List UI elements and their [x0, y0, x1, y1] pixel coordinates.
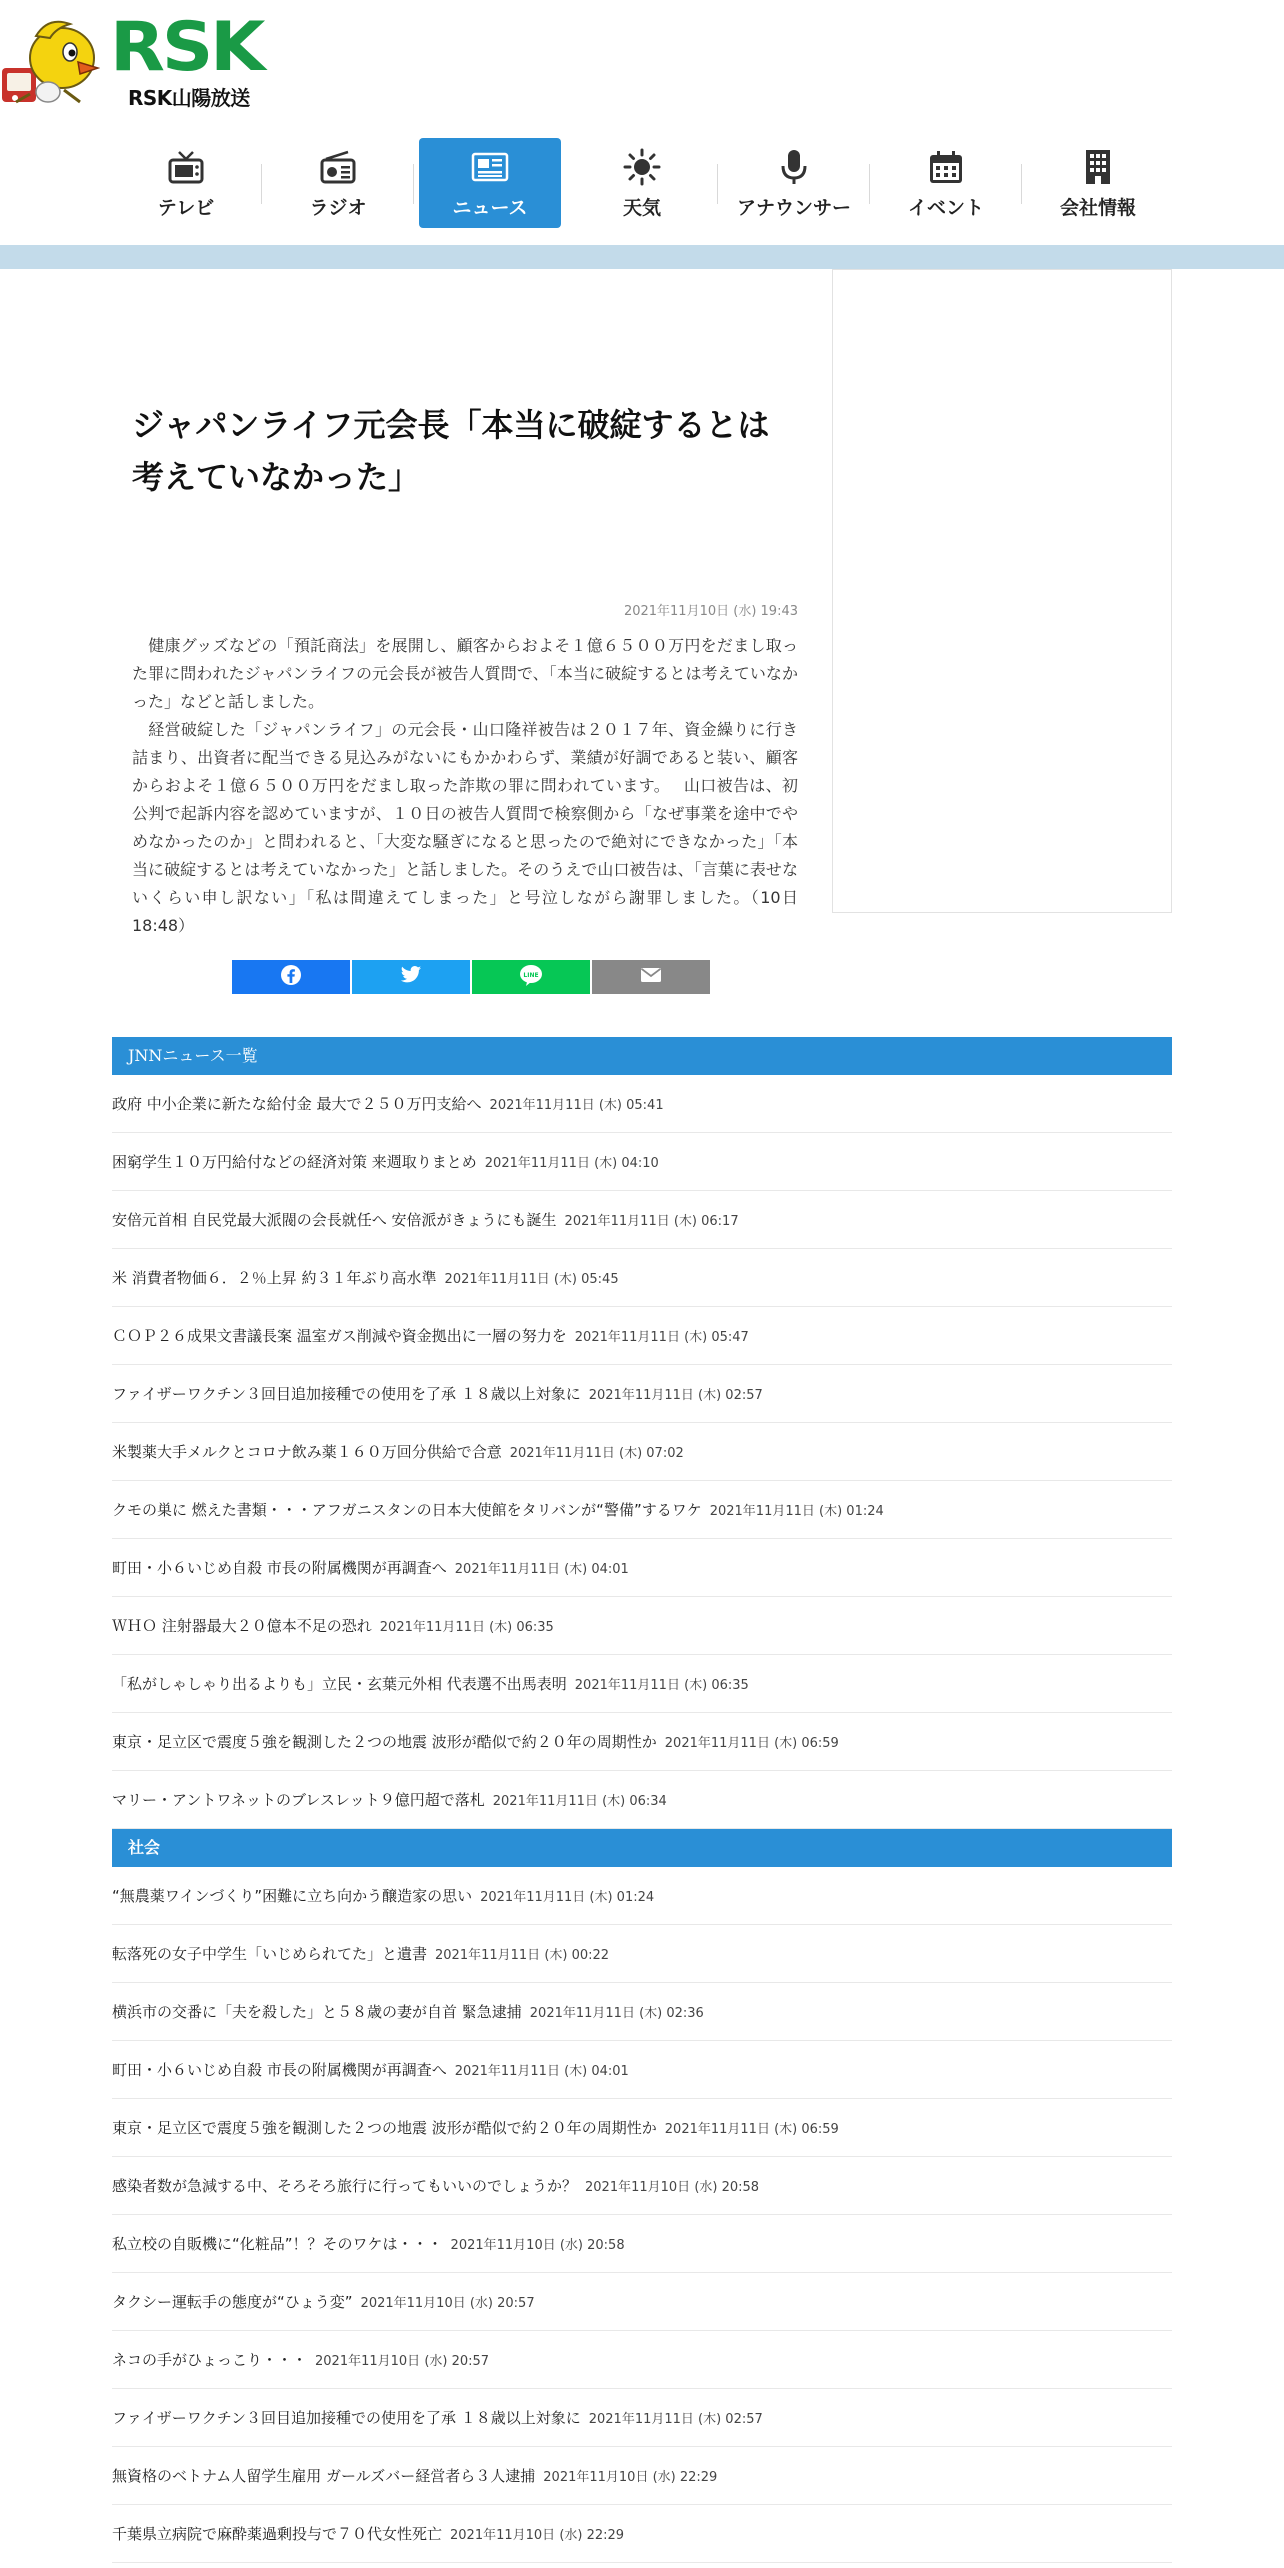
mail-share-button[interactable] [592, 960, 710, 994]
news-list-item[interactable] [112, 1597, 1172, 1655]
news-date: 2021年11月11日 (木) 04:01 [454, 2064, 629, 2079]
news-list-item[interactable] [112, 1365, 1172, 1423]
news-date: 2021年11月11日 (木) 06:35 [379, 1620, 554, 1635]
tv-icon [166, 147, 206, 187]
news-title-link[interactable]: 感染者数が急減する中、そろそろ旅行に行ってもいいのでしょうか？ [112, 2177, 578, 2195]
calendar-icon [926, 147, 966, 187]
news-title-link[interactable]: 政府 中小企業に新たな給付金 最大で２５０万円支給へ [112, 1095, 482, 1113]
logo-subtitle: RSK山陽放送 [128, 86, 250, 110]
rsk-logo[interactable] [110, 8, 275, 110]
news-title-link[interactable]: 東京・足立区で震度５強を観測した２つの地震 波形が酷似で約２０年の周期性か [112, 2119, 657, 2137]
news-title-link[interactable]: マリー・アントワネットのブレスレット９億円超で落札 [112, 1791, 485, 1809]
news-date: 2021年11月11日 (木) 06:34 [492, 1794, 667, 1809]
line-share-button[interactable] [472, 960, 590, 994]
header-band [0, 245, 1284, 269]
news-list-item[interactable] [112, 2157, 1172, 2215]
news-title-link[interactable]: クモの巣に 燃えた書類・・・アフガニスタンの日本大使館をタリバンが“警備”するワケ [112, 1501, 702, 1519]
twitter-icon [400, 965, 422, 989]
news-list-item[interactable] [112, 1771, 1172, 1829]
news-title-link[interactable]: 米製薬大手メルクとコロナ飲み薬１６０万回分供給で合意 [112, 1443, 502, 1461]
news-title-link[interactable]: 安倍元首相 自民党最大派閥の会長就任へ 安倍派がきょうにも誕生 [112, 1211, 557, 1229]
news-date: 2021年11月11日 (木) 02:57 [588, 1388, 763, 1403]
news-list-item[interactable] [112, 2273, 1172, 2331]
news-date: 2021年11月11日 (木) 07:02 [509, 1446, 684, 1461]
news-date: 2021年11月10日 (水) 20:57 [315, 2354, 490, 2369]
news-title-link[interactable]: ネコの手がひょっこり・・・ [112, 2351, 308, 2369]
jnn-news-section [112, 1037, 1172, 1829]
news-title-link[interactable]: 町田・小６いじめ自殺 市長の附属機関が再調査へ [112, 1559, 447, 1577]
section-header-society: 社会 [112, 1829, 1172, 1867]
news-list-item[interactable] [112, 1249, 1172, 1307]
building-icon [1078, 147, 1118, 187]
news-list-item[interactable] [112, 1133, 1172, 1191]
news-date: 2021年11月11日 (木) 00:22 [435, 1948, 610, 1963]
news-list-item[interactable] [112, 2331, 1172, 2389]
news-date: 2021年11月10日 (水) 20:58 [450, 2238, 625, 2253]
news-title-link[interactable]: ＷＨＯ 注射器最大２０億本不足の恐れ [112, 1617, 372, 1635]
sidebar-ad-slot [832, 269, 1172, 913]
news-date: 2021年11月11日 (木) 04:01 [454, 1562, 629, 1577]
news-title-link[interactable]: 転落死の女子中学生「いじめられてた」と遺書 [112, 1945, 428, 1963]
news-date: 2021年11月11日 (木) 06:59 [664, 1736, 839, 1751]
section-header-jnn: JNNニュース一覧 [112, 1037, 1172, 1075]
nav-item-weather[interactable] [566, 138, 718, 228]
article-title: ジャパンライフ元会長「本当に破綻するとは考えていなかった」 [132, 406, 770, 496]
share-buttons [232, 960, 710, 994]
nav-item-event[interactable] [870, 138, 1022, 228]
article-paragraph: 経営破綻した「ジャパンライフ」の元会長・山口隆祥被告は２０１７年、資金繰りに行き詰まり、出資者に配当できる見込みがないにもかかわらず、業績が好調であると装い、顧客からおよそ１億６５００万円をだまし取った詐欺の罪に問われています。 山口被告は、初公判で起訴内容を認めていますが、１０日の被告人質問で検察側から「なぜ事業を途中でやめなかったのか」と問われると、「大変な騒ぎになると思ったので絶対にできなかった」「本当に破綻するとは考えていなかった」と話しました。そのうえで山口被告は、「言葉に表せないくらい申し訳ない」「私は間違えてしまった」と号泣しながら謝罪しました。（10日18:48） [132, 720, 798, 935]
news-list-item[interactable] [112, 2041, 1172, 2099]
news-list-item[interactable] [112, 2099, 1172, 2157]
news-title-link[interactable]: 千葉県立病院で麻酔薬過剰投与で７０代女性死亡 [112, 2525, 443, 2543]
news-date: 2021年11月11日 (木) 01:24 [480, 1890, 655, 1905]
news-list-item[interactable] [112, 1655, 1172, 1713]
news-title-link[interactable]: 困窮学生１０万円給付などの経済対策 来週取りまとめ [112, 1153, 477, 1171]
news-date: 2021年11月11日 (木) 06:17 [564, 1214, 739, 1229]
news-title-link[interactable]: ファイザーワクチン３回目追加接種での使用を了承 １８歳以上対象に [112, 2409, 581, 2427]
sun-icon [622, 147, 662, 187]
news-title-link[interactable]: “無農薬ワインづくり”困難に立ち向かう醸造家の思い [112, 1887, 473, 1905]
news-title-link[interactable]: 「私がしゃしゃり出るよりも」立民・玄葉元外相 代表選不出馬表明 [112, 1675, 567, 1693]
news-title-link[interactable]: 無資格のベトナム人留学生雇用 ガールズバー経営者ら３人逮捕 [112, 2467, 536, 2485]
news-list-item[interactable] [112, 1423, 1172, 1481]
news-title-link[interactable]: 私立校の自販機に“化粧品”！？そのワケは・・・ [112, 2235, 443, 2253]
line-icon-text: LINE [523, 972, 539, 979]
nav-label: アナウンサー [736, 196, 851, 219]
mascot-logo[interactable] [0, 16, 100, 108]
jnn-news-list [112, 1075, 1172, 1829]
news-title-link[interactable]: 東京・足立区で震度５強を観測した２つの地震 波形が酷似で約２０年の周期性か [112, 1733, 657, 1751]
line-icon [519, 964, 543, 990]
article-paragraph: 健康グッズなどの「預託商法」を展開し、顧客からおよそ１億６５００万円をだまし取った罪に問われたジャパンライフの元会長が被告人質問で、「本当に破綻するとは考えていなかった」などと話しました。 [132, 636, 798, 711]
news-date: 2021年11月10日 (水) 20:57 [360, 2296, 535, 2311]
nav-label: ニュース [452, 196, 528, 219]
twitter-share-button[interactable] [352, 960, 470, 994]
nav-item-radio[interactable] [262, 138, 414, 228]
news-list-item[interactable] [112, 1925, 1172, 1983]
nav-label: 会社情報 [1059, 196, 1136, 219]
nav-label: 天気 [622, 196, 661, 219]
radio-icon [318, 147, 358, 187]
news-title-link[interactable]: 米 消費者物価６．２％上昇 約３１年ぶり高水準 [112, 1269, 437, 1287]
news-date: 2021年11月11日 (木) 06:35 [574, 1678, 749, 1693]
news-list-item[interactable] [112, 1983, 1172, 2041]
news-title-link[interactable]: 町田・小６いじめ自殺 市長の附属機関が再調査へ [112, 2061, 447, 2079]
article-date: 2021年11月10日 (水) 19:43 [623, 604, 798, 619]
news-list-item[interactable] [112, 2447, 1172, 2505]
news-list-item[interactable] [112, 1481, 1172, 1539]
news-title-link[interactable]: 横浜市の交番に「夫を殺した」と５８歳の妻が自首 緊急逮捕 [112, 2003, 522, 2021]
news-list-item[interactable] [112, 1539, 1172, 1597]
news-title-link[interactable]: ＣＯＰ２６成果文書議長案 温室ガス削減や資金拠出に一層の努力を [112, 1327, 567, 1345]
mail-icon [640, 967, 662, 987]
news-date: 2021年11月11日 (木) 02:36 [529, 2006, 704, 2021]
nav-item-news[interactable] [419, 138, 561, 228]
news-date: 2021年11月10日 (水) 22:29 [543, 2470, 718, 2485]
facebook-share-button[interactable] [232, 960, 350, 994]
site-header [0, 0, 1284, 245]
news-title-link[interactable]: ファイザーワクチン３回目追加接種での使用を了承 １８歳以上対象に [112, 1385, 581, 1403]
main-nav [110, 138, 1174, 228]
news-title-link[interactable]: タクシー運転手の態度が“ひょう変” [112, 2293, 353, 2311]
news-date: 2021年11月10日 (水) 20:58 [585, 2180, 760, 2195]
news-date: 2021年11月11日 (木) 05:45 [444, 1272, 619, 1287]
news-list-item[interactable] [112, 2389, 1172, 2447]
news-date: 2021年11月11日 (木) 02:57 [588, 2412, 763, 2427]
news-date: 2021年11月11日 (木) 01:24 [709, 1504, 884, 1519]
newspaper-icon [470, 147, 510, 187]
society-news-section [112, 1829, 1172, 2563]
nav-label: イベント [907, 196, 984, 219]
logo-text: RSK [110, 8, 263, 87]
news-date: 2021年11月11日 (木) 05:41 [489, 1098, 664, 1113]
news-date: 2021年11月11日 (木) 05:47 [574, 1330, 749, 1345]
nav-item-tv[interactable] [110, 138, 262, 228]
nav-item-announcer[interactable] [718, 138, 870, 228]
microphone-icon [774, 147, 814, 187]
news-list-item[interactable] [112, 2505, 1172, 2563]
news-list-item[interactable] [112, 1075, 1172, 1133]
news-date: 2021年11月10日 (水) 22:29 [450, 2528, 625, 2543]
nav-label: テレビ [157, 196, 215, 219]
news-list-item[interactable] [112, 1713, 1172, 1771]
news-list-item[interactable] [112, 1307, 1172, 1365]
news-list-item[interactable] [112, 2215, 1172, 2273]
news-list-item[interactable] [112, 1191, 1172, 1249]
news-date: 2021年11月11日 (木) 06:59 [664, 2122, 839, 2137]
article-body [132, 632, 798, 940]
facebook-icon [280, 964, 302, 990]
nav-item-company[interactable] [1022, 138, 1174, 228]
news-list-item[interactable] [112, 1867, 1172, 1925]
society-news-list [112, 1867, 1172, 2563]
nav-label: ラジオ [309, 196, 367, 219]
news-date: 2021年11月11日 (木) 04:10 [484, 1156, 659, 1171]
